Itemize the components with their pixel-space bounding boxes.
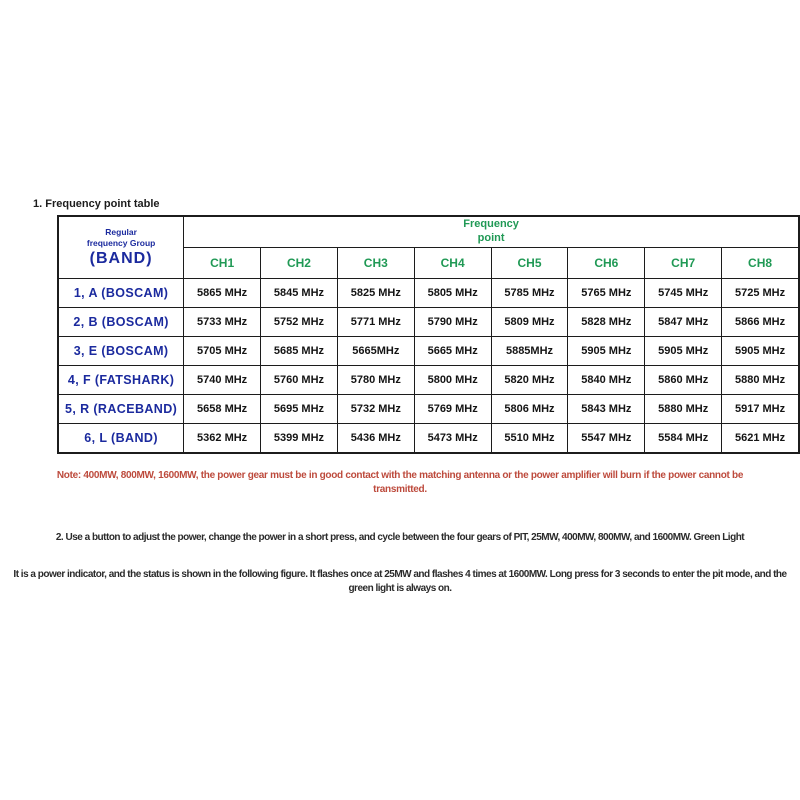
frequency-point-header xyxy=(184,216,799,248)
frequency-cell: 5665 MHz xyxy=(414,337,491,366)
frequency-cell: 5800 MHz xyxy=(414,366,491,395)
table-row xyxy=(58,366,799,395)
frequency-cell: 5685 MHz xyxy=(261,337,338,366)
frequency-cell: 5584 MHz xyxy=(645,424,722,454)
band-cell: 3, E (BOSCAM) xyxy=(58,337,184,366)
frequency-cell: 5547 MHz xyxy=(568,424,645,454)
frequency-cell: 5866 MHz xyxy=(722,308,799,337)
frequency-cell: 5809 MHz xyxy=(491,308,568,337)
frequency-cell: 5820 MHz xyxy=(491,366,568,395)
frequency-cell: 5732 MHz xyxy=(337,395,414,424)
frequency-cell: 5745 MHz xyxy=(645,279,722,308)
table-row xyxy=(58,337,799,366)
band-cell: 2, B (BOSCAM) xyxy=(58,308,184,337)
power-adjust-paragraph: 2. Use a button to adjust the power, change the power in a short press, and cycle between the four gears of PIT, 25MW, 400MW, 800MW, and 1600MW. Green Light xyxy=(55,532,745,543)
power-warning-note: Note: 400MW, 800MW, 1600MW, the power gear must be in good contact with the matching antenna or the power amplifier will burn if the power cannot be transmitted. xyxy=(56,470,744,495)
indicator-paragraph: It is a power indicator, and the status is shown in the following figure. It flashes once at 25MW and flashes 4 times at 1600MW. Long press for 3 seconds to enter the pit mode, and the green light is always on. xyxy=(13,569,787,594)
frequency-group-label: frequency Group xyxy=(86,237,156,248)
frequency-cell: 5510 MHz xyxy=(491,424,568,454)
band-cell: 6, L (BAND) xyxy=(58,424,184,454)
frequency-cell: 5905 MHz xyxy=(722,337,799,366)
channel-header: CH4 xyxy=(414,248,491,279)
regular-frequency-group-label xyxy=(61,227,181,248)
frequency-cell: 5785 MHz xyxy=(491,279,568,308)
frequency-cell: 5436 MHz xyxy=(337,424,414,454)
frequency-cell: 5865 MHz xyxy=(184,279,261,308)
band-cell: 4, F (FATSHARK) xyxy=(58,366,184,395)
frequency-cell: 5880 MHz xyxy=(645,395,722,424)
frequency-cell: 5752 MHz xyxy=(261,308,338,337)
frequency-cell: 5733 MHz xyxy=(184,308,261,337)
frequency-point-line2: point xyxy=(477,232,505,244)
frequency-cell: 5843 MHz xyxy=(568,395,645,424)
frequency-cell: 5771 MHz xyxy=(337,308,414,337)
channel-header: CH3 xyxy=(337,248,414,279)
frequency-cell: 5769 MHz xyxy=(414,395,491,424)
regular-label: Regular xyxy=(105,226,137,237)
frequency-cell: 5658 MHz xyxy=(184,395,261,424)
frequency-cell: 5765 MHz xyxy=(568,279,645,308)
frequency-cell: 5399 MHz xyxy=(261,424,338,454)
frequency-cell: 5760 MHz xyxy=(261,366,338,395)
band-label: (BAND) xyxy=(89,250,153,268)
table-row xyxy=(58,424,799,454)
frequency-cell: 5780 MHz xyxy=(337,366,414,395)
frequency-cell: 5805 MHz xyxy=(414,279,491,308)
frequency-cell: 5860 MHz xyxy=(645,366,722,395)
frequency-cell: 5695 MHz xyxy=(261,395,338,424)
channel-header: CH8 xyxy=(722,248,799,279)
channel-header: CH7 xyxy=(645,248,722,279)
group-header-row xyxy=(58,216,799,248)
frequency-cell: 5806 MHz xyxy=(491,395,568,424)
channel-header: CH1 xyxy=(184,248,261,279)
frequency-cell: 5828 MHz xyxy=(568,308,645,337)
frequency-cell: 5725 MHz xyxy=(722,279,799,308)
frequency-cell: 5905 MHz xyxy=(645,337,722,366)
frequency-cell: 5740 MHz xyxy=(184,366,261,395)
band-cell: 5, R (RACEBAND) xyxy=(58,395,184,424)
table-row xyxy=(58,395,799,424)
channel-header: CH2 xyxy=(261,248,338,279)
channel-header: CH5 xyxy=(491,248,568,279)
frequency-cell: 5621 MHz xyxy=(722,424,799,454)
frequency-cell: 5362 MHz xyxy=(184,424,261,454)
table-row xyxy=(58,279,799,308)
page-title: 1. Frequency point table xyxy=(33,198,160,210)
frequency-point-line1: Frequency xyxy=(463,218,519,231)
band-header-cell xyxy=(58,216,184,279)
frequency-cell: 5840 MHz xyxy=(568,366,645,395)
table-row xyxy=(58,308,799,337)
frequency-cell: 5665MHz xyxy=(337,337,414,366)
frequency-cell: 5885MHz xyxy=(491,337,568,366)
frequency-cell: 5473 MHz xyxy=(414,424,491,454)
channel-header: CH6 xyxy=(568,248,645,279)
frequency-cell: 5825 MHz xyxy=(337,279,414,308)
frequency-cell: 5880 MHz xyxy=(722,366,799,395)
frequency-cell: 5905 MHz xyxy=(568,337,645,366)
frequency-cell: 5917 MHz xyxy=(722,395,799,424)
frequency-cell: 5845 MHz xyxy=(261,279,338,308)
frequency-table xyxy=(57,215,800,454)
frequency-cell: 5847 MHz xyxy=(645,308,722,337)
band-cell: 1, A (BOSCAM) xyxy=(58,279,184,308)
frequency-cell: 5790 MHz xyxy=(414,308,491,337)
frequency-cell: 5705 MHz xyxy=(184,337,261,366)
